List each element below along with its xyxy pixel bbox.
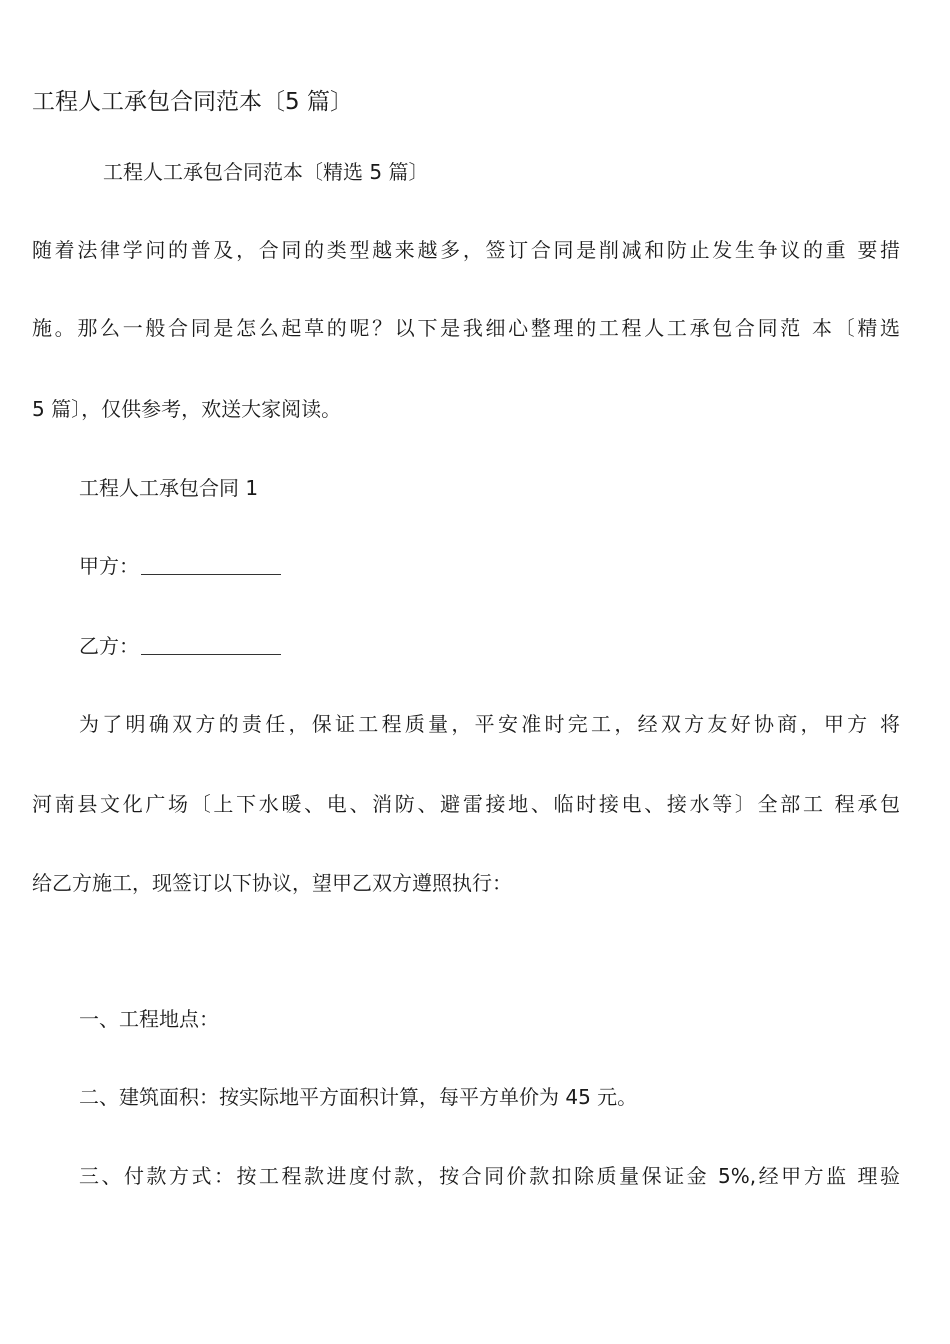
party-b-blank — [141, 634, 281, 655]
party-a-label: 甲方： — [79, 554, 139, 578]
intro-line-1: 随着法律学问的普及，合同的类型越来越多，签订合同是削减和防止发生争议的重 要措 — [32, 238, 900, 262]
party-b-line — [79, 632, 281, 660]
party-a-blank — [141, 554, 281, 575]
section-heading: 工程人工承包合同 1 — [79, 476, 259, 500]
body-line-3: 给乙方施工，现签订以下协议，望甲乙双方遵照执行： — [32, 871, 512, 895]
clause-3: 三、付款方式：按工程款进度付款，按合同价款扣除质量保证金 5%,经甲方监 理验 — [79, 1164, 900, 1188]
party-b-label: 乙方： — [79, 634, 139, 658]
clause-2: 二、建筑面积：按实际地平方面积计算，每平方单价为 45 元。 — [79, 1085, 638, 1109]
intro-line-2: 施。那么一般合同是怎么起草的呢？以下是我细心整理的工程人工承包合同范 本〔精选 — [32, 316, 900, 340]
document-subtitle: 工程人工承包合同范本〔精选 5 篇〕 — [103, 160, 429, 184]
party-a-line — [79, 552, 281, 580]
body-line-1: 为了明确双方的责任，保证工程质量，平安准时完工，经双方友好协商，甲方 将 — [79, 712, 900, 736]
intro-line-3: 5 篇〕，仅供参考，欢送大家阅读。 — [32, 397, 342, 421]
clause-1: 一、工程地点： — [79, 1007, 219, 1031]
body-line-2: 河南县文化广场〔上下水暖、电、消防、避雷接地、临时接电、接水等〕全部工 程承包 — [32, 792, 900, 816]
document-title: 工程人工承包合同范本〔5 篇〕 — [32, 89, 353, 115]
